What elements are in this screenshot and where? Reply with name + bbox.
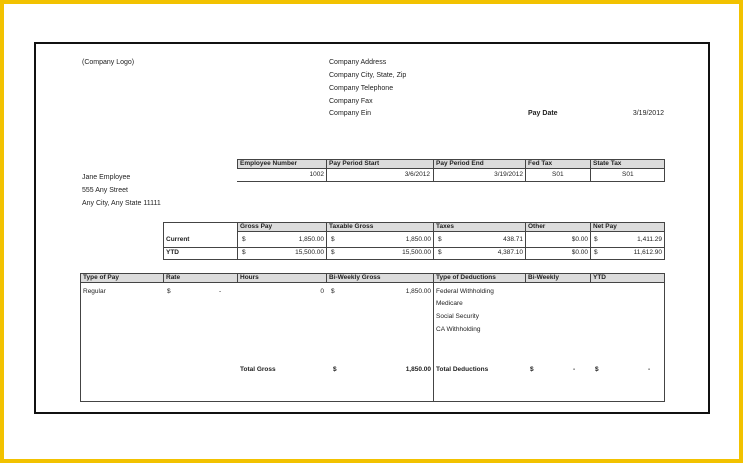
detail-divider bbox=[326, 273, 327, 283]
pay-stub-sheet bbox=[34, 42, 710, 414]
state-tax-value: S01 bbox=[622, 171, 634, 178]
employee-name: Jane Employee bbox=[82, 174, 131, 181]
emp-bottom-line bbox=[237, 181, 665, 182]
detail-middle-divider bbox=[433, 273, 434, 402]
rate-sym: $ bbox=[167, 288, 171, 295]
current-gross: 1,850.00 bbox=[298, 236, 324, 243]
current-net-sym: $ bbox=[594, 236, 598, 243]
ytd-net-sym: $ bbox=[594, 249, 598, 256]
ytd-label: YTD bbox=[166, 249, 179, 256]
biweekly-gross-header: Bi-Weekly Gross bbox=[329, 274, 381, 281]
summary-divider bbox=[237, 222, 238, 260]
emp-divider bbox=[326, 159, 327, 182]
hours-header: Hours bbox=[240, 274, 259, 281]
fed-tax-header: Fed Tax bbox=[528, 160, 553, 167]
gross-sym: $ bbox=[331, 288, 335, 295]
gross-value: 1,850.00 bbox=[405, 288, 431, 295]
taxes-header: Taxes bbox=[436, 223, 454, 230]
emp-number-header: Employee Number bbox=[240, 160, 298, 167]
detail-divider bbox=[237, 273, 238, 283]
net-pay-header: Net Pay bbox=[593, 223, 617, 230]
ytd-taxable-sym: $ bbox=[331, 249, 335, 256]
deduction-item: CA Withholding bbox=[436, 326, 481, 333]
total-deductions-ytd: - bbox=[648, 366, 651, 373]
current-gross-sym: $ bbox=[242, 236, 246, 243]
emp-number-value: 1002 bbox=[309, 171, 324, 178]
period-end-header: Pay Period End bbox=[436, 160, 484, 167]
summary-divider bbox=[326, 222, 327, 260]
ytd-taxable: 15,500.00 bbox=[402, 249, 431, 256]
current-taxes: 438.71 bbox=[503, 236, 523, 243]
taxable-gross-header: Taxable Gross bbox=[329, 223, 374, 230]
ytd-net: 11,612.90 bbox=[633, 249, 662, 256]
emp-divider bbox=[590, 159, 591, 182]
ytd-other: $0.00 bbox=[571, 249, 588, 256]
state-tax-header: State Tax bbox=[593, 160, 622, 167]
company-logo: (Company Logo) bbox=[82, 59, 135, 66]
rate-header: Rate bbox=[166, 274, 181, 281]
total-gross-value: 1,850.00 bbox=[405, 366, 431, 373]
total-deductions-ytd-sym: $ bbox=[595, 366, 599, 373]
type-of-deductions-header: Type of Deductions bbox=[436, 274, 496, 281]
deduction-item: Federal Withholding bbox=[436, 288, 494, 295]
total-deductions-label: Total Deductions bbox=[436, 366, 489, 373]
deduction-item: Social Security bbox=[436, 313, 479, 320]
emp-divider bbox=[664, 159, 665, 182]
employee-city: Any City, Any State 11111 bbox=[82, 200, 161, 207]
company-ein: Company Ein bbox=[329, 110, 372, 117]
current-label: Current bbox=[166, 236, 190, 243]
detail-divider bbox=[163, 273, 164, 283]
company-fax: Company Fax bbox=[329, 98, 373, 105]
total-deductions-biweekly-sym: $ bbox=[530, 366, 534, 373]
gross-pay-header: Gross Pay bbox=[240, 223, 273, 230]
ytd-gross-sym: $ bbox=[242, 249, 246, 256]
hours-value: 0 bbox=[320, 288, 324, 295]
company-address: Company Address bbox=[329, 59, 387, 66]
deduction-item: Medicare bbox=[436, 300, 463, 307]
ytd-header: YTD bbox=[593, 274, 606, 281]
summary-divider bbox=[590, 222, 591, 260]
current-taxable-sym: $ bbox=[331, 236, 335, 243]
period-start-value: 3/6/2012 bbox=[404, 171, 430, 178]
biweekly-header: Bi-Weekly bbox=[528, 274, 559, 281]
total-gross-sym: $ bbox=[333, 366, 337, 373]
summary-divider bbox=[433, 222, 434, 260]
current-taxes-sym: $ bbox=[438, 236, 442, 243]
detail-divider bbox=[590, 273, 591, 283]
rate-value: - bbox=[219, 288, 222, 295]
current-taxable: 1,850.00 bbox=[405, 236, 431, 243]
current-other: $0.00 bbox=[571, 236, 588, 243]
emp-divider bbox=[433, 159, 434, 182]
summary-divider bbox=[525, 222, 526, 260]
emp-divider bbox=[525, 159, 526, 182]
ytd-gross: 15,500.00 bbox=[295, 249, 324, 256]
type-of-pay-header: Type of Pay bbox=[83, 274, 120, 281]
company-telephone: Company Telephone bbox=[329, 85, 394, 92]
fed-tax-value: S01 bbox=[552, 171, 564, 178]
period-end-value: 3/19/2012 bbox=[494, 171, 523, 178]
company-city: Company City, State, Zip bbox=[329, 72, 407, 79]
pay-date-label: Pay Date bbox=[528, 110, 558, 117]
total-gross-label: Total Gross bbox=[240, 366, 276, 373]
ytd-taxes-sym: $ bbox=[438, 249, 442, 256]
ytd-taxes: 4,387.10 bbox=[497, 249, 523, 256]
other-header: Other bbox=[528, 223, 546, 230]
employee-street: 555 Any Street bbox=[82, 187, 128, 194]
detail-divider bbox=[525, 273, 526, 283]
pay-date-value: 3/19/2012 bbox=[632, 110, 664, 117]
current-net: 1,411.29 bbox=[637, 236, 662, 243]
period-start-header: Pay Period Start bbox=[329, 160, 380, 167]
total-deductions-biweekly: - bbox=[573, 366, 576, 373]
pay-type: Regular bbox=[83, 288, 106, 295]
